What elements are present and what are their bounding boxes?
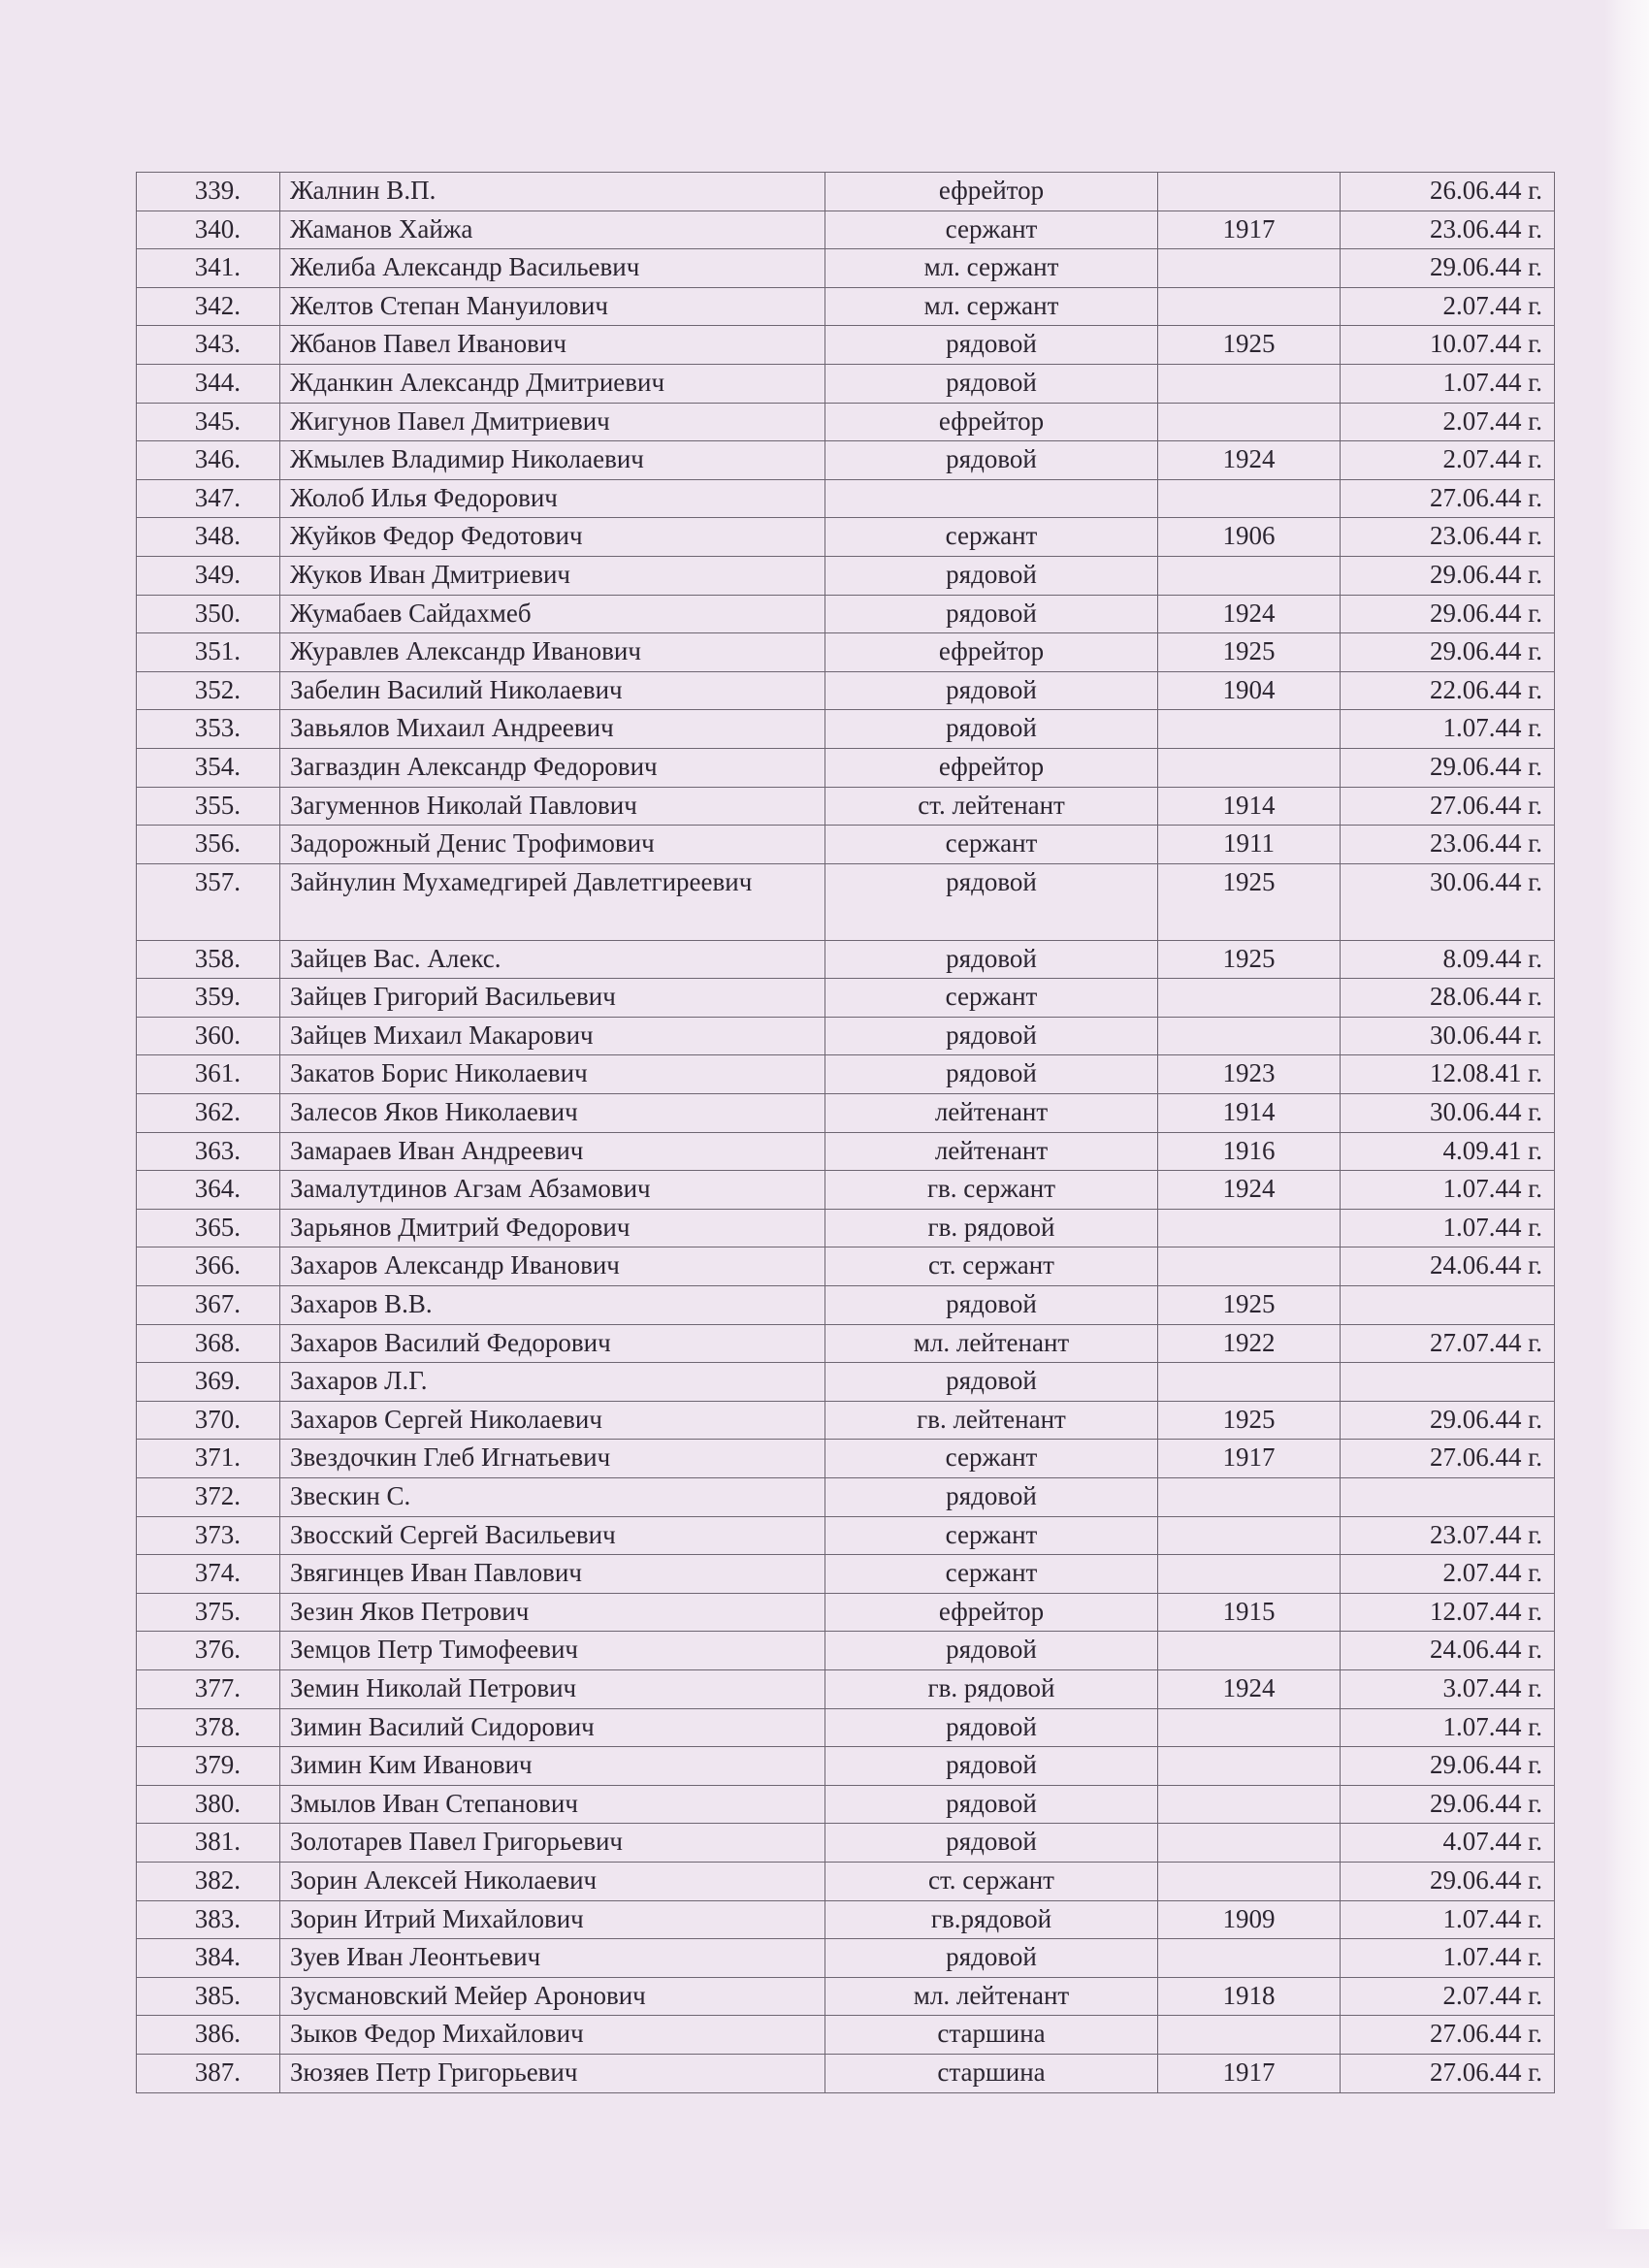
table-row — [137, 556, 1555, 595]
table-row — [137, 1824, 1555, 1863]
birth-year — [1158, 1209, 1341, 1247]
soldier-name: Земцов Петр Тимофеевич — [280, 1632, 825, 1670]
row-number: 362. — [137, 1094, 280, 1133]
birth-year: 1917 — [1158, 1440, 1341, 1478]
row-number: 359. — [137, 979, 280, 1018]
row-number: 363. — [137, 1132, 280, 1171]
birth-year: 1904 — [1158, 671, 1341, 710]
military-rank: лейтенант — [825, 1132, 1158, 1171]
table-row — [137, 1900, 1555, 1939]
date-of-death: 4.09.41 г. — [1341, 1132, 1555, 1171]
date-of-death: 10.07.44 г. — [1341, 326, 1555, 365]
row-number: 345. — [137, 403, 280, 441]
soldier-name: Загуменнов Николай Павлович — [280, 787, 825, 826]
table-row — [137, 518, 1555, 557]
table-row — [137, 2016, 1555, 2055]
soldier-name: Зайцев Григорий Васильевич — [280, 979, 825, 1018]
table-row — [137, 940, 1555, 979]
birth-year: 1911 — [1158, 826, 1341, 864]
row-number: 379. — [137, 1747, 280, 1786]
date-of-death: 23.07.44 г. — [1341, 1516, 1555, 1555]
date-of-death: 1.07.44 г. — [1341, 1171, 1555, 1210]
soldier-name: Жаманов Хайжа — [280, 211, 825, 249]
table-row — [137, 1286, 1555, 1325]
date-of-death: 29.06.44 г. — [1341, 1785, 1555, 1824]
table-row — [137, 1593, 1555, 1632]
scan-edge-right — [1604, 0, 1649, 2268]
row-number: 378. — [137, 1708, 280, 1747]
birth-year: 1915 — [1158, 1593, 1341, 1632]
soldier-name: Желтов Степан Мануилович — [280, 287, 825, 326]
military-rank: рядовой — [825, 1363, 1158, 1402]
military-rank: сержант — [825, 518, 1158, 557]
date-of-death: 1.07.44 г. — [1341, 364, 1555, 403]
date-of-death: 28.06.44 г. — [1341, 979, 1555, 1018]
table-row — [137, 1209, 1555, 1247]
row-number: 357. — [137, 863, 280, 940]
soldier-name: Земин Николай Петрович — [280, 1669, 825, 1708]
soldier-name: Зусмановский Мейер Аронович — [280, 1977, 825, 2016]
birth-year: 1924 — [1158, 1669, 1341, 1708]
birth-year — [1158, 1632, 1341, 1670]
table-row — [137, 1478, 1555, 1517]
date-of-death: 22.06.44 г. — [1341, 671, 1555, 710]
birth-year: 1906 — [1158, 518, 1341, 557]
soldier-name: Жданкин Александр Дмитриевич — [280, 364, 825, 403]
birth-year — [1158, 748, 1341, 787]
row-number: 343. — [137, 326, 280, 365]
row-number: 375. — [137, 1593, 280, 1632]
soldier-name: Зуев Иван Леонтьевич — [280, 1939, 825, 1978]
military-rank: рядовой — [825, 1747, 1158, 1786]
row-number: 371. — [137, 1440, 280, 1478]
date-of-death: 4.07.44 г. — [1341, 1824, 1555, 1863]
military-rank: мл. сержант — [825, 249, 1158, 288]
row-number: 376. — [137, 1632, 280, 1670]
soldier-name: Зимин Ким Иванович — [280, 1747, 825, 1786]
soldier-name: Журавлев Александр Иванович — [280, 633, 825, 672]
row-number: 360. — [137, 1017, 280, 1055]
military-rank: рядовой — [825, 1632, 1158, 1670]
military-rank: сержант — [825, 211, 1158, 249]
date-of-death: 30.06.44 г. — [1341, 1017, 1555, 1055]
date-of-death — [1341, 1286, 1555, 1325]
birth-year — [1158, 1247, 1341, 1286]
military-rank: рядовой — [825, 863, 1158, 940]
row-number: 342. — [137, 287, 280, 326]
table-row — [137, 1363, 1555, 1402]
birth-year: 1917 — [1158, 211, 1341, 249]
military-rank: ефрейтор — [825, 748, 1158, 787]
military-rank: рядовой — [825, 1286, 1158, 1325]
birth-year: 1918 — [1158, 1977, 1341, 2016]
birth-year: 1925 — [1158, 863, 1341, 940]
table-row — [137, 326, 1555, 365]
soldier-name: Захаров В.В. — [280, 1286, 825, 1325]
row-number: 383. — [137, 1900, 280, 1939]
table-row — [137, 1247, 1555, 1286]
date-of-death: 2.07.44 г. — [1341, 1977, 1555, 2016]
soldier-name: Зыков Федор Михайлович — [280, 2016, 825, 2055]
table-row — [137, 441, 1555, 480]
birth-year — [1158, 403, 1341, 441]
birth-year: 1925 — [1158, 633, 1341, 672]
scan-edge-bottom — [0, 2229, 1649, 2268]
soldier-name: Зорин Алексей Николаевич — [280, 1862, 825, 1900]
military-rank: ст. сержант — [825, 1247, 1158, 1286]
date-of-death: 29.06.44 г. — [1341, 249, 1555, 288]
soldier-name: Завьялов Михаил Андреевич — [280, 710, 825, 749]
birth-year — [1158, 1708, 1341, 1747]
date-of-death: 23.06.44 г. — [1341, 518, 1555, 557]
table-row — [137, 287, 1555, 326]
soldier-name: Зайцев Михаил Макарович — [280, 1017, 825, 1055]
birth-year — [1158, 1017, 1341, 1055]
row-number: 386. — [137, 2016, 280, 2055]
military-rank: рядовой — [825, 326, 1158, 365]
military-rank: гв. сержант — [825, 1171, 1158, 1210]
row-number: 349. — [137, 556, 280, 595]
row-number: 373. — [137, 1516, 280, 1555]
birth-year — [1158, 1785, 1341, 1824]
military-rank: сержант — [825, 1516, 1158, 1555]
soldier-name: Жолоб Илья Федорович — [280, 479, 825, 518]
date-of-death: 2.07.44 г. — [1341, 1555, 1555, 1594]
military-rank: рядовой — [825, 1478, 1158, 1517]
row-number: 365. — [137, 1209, 280, 1247]
date-of-death: 29.06.44 г. — [1341, 633, 1555, 672]
birth-year — [1158, 1939, 1341, 1978]
birth-year — [1158, 1516, 1341, 1555]
soldier-name: Захаров Александр Иванович — [280, 1247, 825, 1286]
birth-year — [1158, 479, 1341, 518]
military-rank: рядовой — [825, 1055, 1158, 1094]
table-row — [137, 1440, 1555, 1478]
birth-year — [1158, 249, 1341, 288]
table-row — [137, 1939, 1555, 1978]
table-row — [137, 403, 1555, 441]
row-number: 339. — [137, 173, 280, 211]
row-number: 340. — [137, 211, 280, 249]
soldier-name: Жмылев Владимир Николаевич — [280, 441, 825, 480]
table-row — [137, 1669, 1555, 1708]
table-row — [137, 479, 1555, 518]
date-of-death: 2.07.44 г. — [1341, 441, 1555, 480]
table-row — [137, 1017, 1555, 1055]
row-number: 370. — [137, 1401, 280, 1440]
table-row — [137, 1171, 1555, 1210]
table-row — [137, 173, 1555, 211]
table-row — [137, 1785, 1555, 1824]
military-rank: ст. лейтенант — [825, 787, 1158, 826]
row-number: 381. — [137, 1824, 280, 1863]
date-of-death: 27.06.44 г. — [1341, 2016, 1555, 2055]
military-rank: рядовой — [825, 1939, 1158, 1978]
military-rank: рядовой — [825, 556, 1158, 595]
birth-year — [1158, 287, 1341, 326]
date-of-death: 24.06.44 г. — [1341, 1247, 1555, 1286]
date-of-death: 29.06.44 г. — [1341, 1401, 1555, 1440]
birth-year — [1158, 364, 1341, 403]
soldier-name: Жумабаев Сайдахмеб — [280, 595, 825, 633]
birth-year — [1158, 1824, 1341, 1863]
date-of-death: 26.06.44 г. — [1341, 173, 1555, 211]
birth-year — [1158, 1862, 1341, 1900]
table-row — [137, 249, 1555, 288]
table-row — [137, 364, 1555, 403]
soldier-name: Зайнулин Мухамедгирей Давлетгиреевич — [280, 863, 825, 940]
military-rank: гв. рядовой — [825, 1669, 1158, 1708]
table-row — [137, 1055, 1555, 1094]
date-of-death: 1.07.44 г. — [1341, 1209, 1555, 1247]
date-of-death: 29.06.44 г. — [1341, 1862, 1555, 1900]
table-row — [137, 1094, 1555, 1133]
soldier-name: Зорин Итрий Михайлович — [280, 1900, 825, 1939]
birth-year — [1158, 979, 1341, 1018]
row-number: 382. — [137, 1862, 280, 1900]
table-row — [137, 1132, 1555, 1171]
table-row — [137, 1862, 1555, 1900]
row-number: 344. — [137, 364, 280, 403]
date-of-death — [1341, 1363, 1555, 1402]
table-row — [137, 710, 1555, 749]
military-rank: рядовой — [825, 940, 1158, 979]
soldier-name: Звескин С. — [280, 1478, 825, 1517]
table-row — [137, 863, 1555, 940]
military-rank: лейтенант — [825, 1094, 1158, 1133]
table-row — [137, 979, 1555, 1018]
soldier-name: Зезин Яков Петрович — [280, 1593, 825, 1632]
birth-year: 1909 — [1158, 1900, 1341, 1939]
row-number: 384. — [137, 1939, 280, 1978]
birth-year — [1158, 173, 1341, 211]
birth-year — [1158, 1478, 1341, 1517]
row-number: 377. — [137, 1669, 280, 1708]
military-rank: сержант — [825, 979, 1158, 1018]
date-of-death: 24.06.44 г. — [1341, 1632, 1555, 1670]
row-number: 385. — [137, 1977, 280, 2016]
soldier-name: Забелин Василий Николаевич — [280, 671, 825, 710]
soldier-name: Залесов Яков Николаевич — [280, 1094, 825, 1133]
birth-year: 1925 — [1158, 326, 1341, 365]
row-number: 380. — [137, 1785, 280, 1824]
birth-year: 1924 — [1158, 595, 1341, 633]
row-number: 361. — [137, 1055, 280, 1094]
birth-year: 1922 — [1158, 1324, 1341, 1363]
birth-year: 1925 — [1158, 940, 1341, 979]
birth-year — [1158, 710, 1341, 749]
military-rank: сержант — [825, 826, 1158, 864]
date-of-death — [1341, 1478, 1555, 1517]
birth-year: 1925 — [1158, 1401, 1341, 1440]
table-body — [137, 173, 1555, 2093]
date-of-death: 27.06.44 г. — [1341, 1440, 1555, 1478]
row-number: 353. — [137, 710, 280, 749]
table-row — [137, 1401, 1555, 1440]
soldier-name: Звездочкин Глеб Игнатьевич — [280, 1440, 825, 1478]
date-of-death: 1.07.44 г. — [1341, 1900, 1555, 1939]
row-number: 348. — [137, 518, 280, 557]
birth-year: 1924 — [1158, 441, 1341, 480]
date-of-death: 27.06.44 г. — [1341, 2054, 1555, 2092]
table-row — [137, 748, 1555, 787]
row-number: 374. — [137, 1555, 280, 1594]
row-number: 351. — [137, 633, 280, 672]
soldier-name: Змылов Иван Степанович — [280, 1785, 825, 1824]
date-of-death: 1.07.44 г. — [1341, 710, 1555, 749]
date-of-death: 8.09.44 г. — [1341, 940, 1555, 979]
soldier-name: Зюзяев Петр Григорьевич — [280, 2054, 825, 2092]
row-number: 347. — [137, 479, 280, 518]
military-rank: рядовой — [825, 1708, 1158, 1747]
date-of-death: 1.07.44 г. — [1341, 1939, 1555, 1978]
military-rank: гв.рядовой — [825, 1900, 1158, 1939]
military-rank: сержант — [825, 1440, 1158, 1478]
date-of-death: 27.06.44 г. — [1341, 479, 1555, 518]
military-rank: ефрейтор — [825, 633, 1158, 672]
birth-year: 1914 — [1158, 787, 1341, 826]
military-rank: рядовой — [825, 595, 1158, 633]
row-number: 352. — [137, 671, 280, 710]
military-rank: рядовой — [825, 441, 1158, 480]
row-number: 368. — [137, 1324, 280, 1363]
military-rank: рядовой — [825, 1785, 1158, 1824]
row-number: 369. — [137, 1363, 280, 1402]
table-row — [137, 1708, 1555, 1747]
military-rank: ефрейтор — [825, 1593, 1158, 1632]
row-number: 341. — [137, 249, 280, 288]
row-number: 356. — [137, 826, 280, 864]
soldier-name: Загваздин Александр Федорович — [280, 748, 825, 787]
military-rank: гв. лейтенант — [825, 1401, 1158, 1440]
military-rank: рядовой — [825, 671, 1158, 710]
row-number: 387. — [137, 2054, 280, 2092]
military-rank: старшина — [825, 2016, 1158, 2055]
birth-year: 1917 — [1158, 2054, 1341, 2092]
date-of-death: 23.06.44 г. — [1341, 211, 1555, 249]
birth-year — [1158, 2016, 1341, 2055]
soldier-name: Звосский Сергей Васильевич — [280, 1516, 825, 1555]
table-row — [137, 633, 1555, 672]
table-row — [137, 1977, 1555, 2016]
soldier-name: Зарьянов Дмитрий Федорович — [280, 1209, 825, 1247]
date-of-death: 29.06.44 г. — [1341, 595, 1555, 633]
soldier-name: Зимин Василий Сидорович — [280, 1708, 825, 1747]
row-number: 350. — [137, 595, 280, 633]
military-rank: сержант — [825, 1555, 1158, 1594]
date-of-death: 29.06.44 г. — [1341, 556, 1555, 595]
military-rank: гв. рядовой — [825, 1209, 1158, 1247]
table-row — [137, 1516, 1555, 1555]
birth-year — [1158, 1363, 1341, 1402]
date-of-death: 23.06.44 г. — [1341, 826, 1555, 864]
birth-year: 1924 — [1158, 1171, 1341, 1210]
row-number: 366. — [137, 1247, 280, 1286]
soldier-name: Жбанов Павел Иванович — [280, 326, 825, 365]
soldier-name: Закатов Борис Николаевич — [280, 1055, 825, 1094]
row-number: 355. — [137, 787, 280, 826]
row-number: 364. — [137, 1171, 280, 1210]
military-rank — [825, 479, 1158, 518]
row-number: 367. — [137, 1286, 280, 1325]
date-of-death: 30.06.44 г. — [1341, 1094, 1555, 1133]
row-number: 358. — [137, 940, 280, 979]
military-rank: ст. сержант — [825, 1862, 1158, 1900]
soldier-name: Замараев Иван Андреевич — [280, 1132, 825, 1171]
military-rank: ефрейтор — [825, 403, 1158, 441]
date-of-death: 27.06.44 г. — [1341, 787, 1555, 826]
soldier-name: Захаров Сергей Николаевич — [280, 1401, 825, 1440]
military-rank: мл. лейтенант — [825, 1977, 1158, 2016]
soldier-name: Жалнин В.П. — [280, 173, 825, 211]
birth-year — [1158, 1555, 1341, 1594]
date-of-death: 12.08.41 г. — [1341, 1055, 1555, 1094]
birth-year: 1916 — [1158, 1132, 1341, 1171]
soldier-name: Задорожный Денис Трофимович — [280, 826, 825, 864]
soldier-name: Зайцев Вас. Алекс. — [280, 940, 825, 979]
military-rank: старшина — [825, 2054, 1158, 2092]
table-row — [137, 211, 1555, 249]
date-of-death: 2.07.44 г. — [1341, 403, 1555, 441]
casualty-list-table — [136, 172, 1555, 2093]
soldier-name: Звягинцев Иван Павлович — [280, 1555, 825, 1594]
table-row — [137, 1632, 1555, 1670]
table-row — [137, 787, 1555, 826]
birth-year: 1925 — [1158, 1286, 1341, 1325]
military-rank: рядовой — [825, 710, 1158, 749]
soldier-name: Золотарев Павел Григорьевич — [280, 1824, 825, 1863]
soldier-name: Жуйков Федор Федотович — [280, 518, 825, 557]
soldier-name: Замалутдинов Агзам Абзамович — [280, 1171, 825, 1210]
date-of-death: 27.07.44 г. — [1341, 1324, 1555, 1363]
date-of-death: 3.07.44 г. — [1341, 1669, 1555, 1708]
birth-year: 1914 — [1158, 1094, 1341, 1133]
row-number: 372. — [137, 1478, 280, 1517]
military-rank: мл. лейтенант — [825, 1324, 1158, 1363]
date-of-death: 29.06.44 г. — [1341, 1747, 1555, 1786]
military-rank: мл. сержант — [825, 287, 1158, 326]
birth-year: 1923 — [1158, 1055, 1341, 1094]
table-row — [137, 1555, 1555, 1594]
table-row — [137, 595, 1555, 633]
birth-year — [1158, 1747, 1341, 1786]
date-of-death: 2.07.44 г. — [1341, 287, 1555, 326]
table-row — [137, 1324, 1555, 1363]
row-number: 354. — [137, 748, 280, 787]
date-of-death: 1.07.44 г. — [1341, 1708, 1555, 1747]
military-rank: ефрейтор — [825, 173, 1158, 211]
soldier-name: Жигунов Павел Дмитриевич — [280, 403, 825, 441]
birth-year — [1158, 556, 1341, 595]
soldier-name: Жуков Иван Дмитриевич — [280, 556, 825, 595]
table-row — [137, 2054, 1555, 2092]
soldier-name: Захаров Л.Г. — [280, 1363, 825, 1402]
date-of-death: 12.07.44 г. — [1341, 1593, 1555, 1632]
soldier-name: Захаров Василий Федорович — [280, 1324, 825, 1363]
military-rank: рядовой — [825, 1824, 1158, 1863]
row-number: 346. — [137, 441, 280, 480]
soldier-name: Желиба Александр Васильевич — [280, 249, 825, 288]
table-row — [137, 1747, 1555, 1786]
date-of-death: 29.06.44 г. — [1341, 748, 1555, 787]
military-rank: рядовой — [825, 364, 1158, 403]
date-of-death: 30.06.44 г. — [1341, 863, 1555, 940]
table-row — [137, 826, 1555, 864]
military-rank: рядовой — [825, 1017, 1158, 1055]
table-row — [137, 671, 1555, 710]
